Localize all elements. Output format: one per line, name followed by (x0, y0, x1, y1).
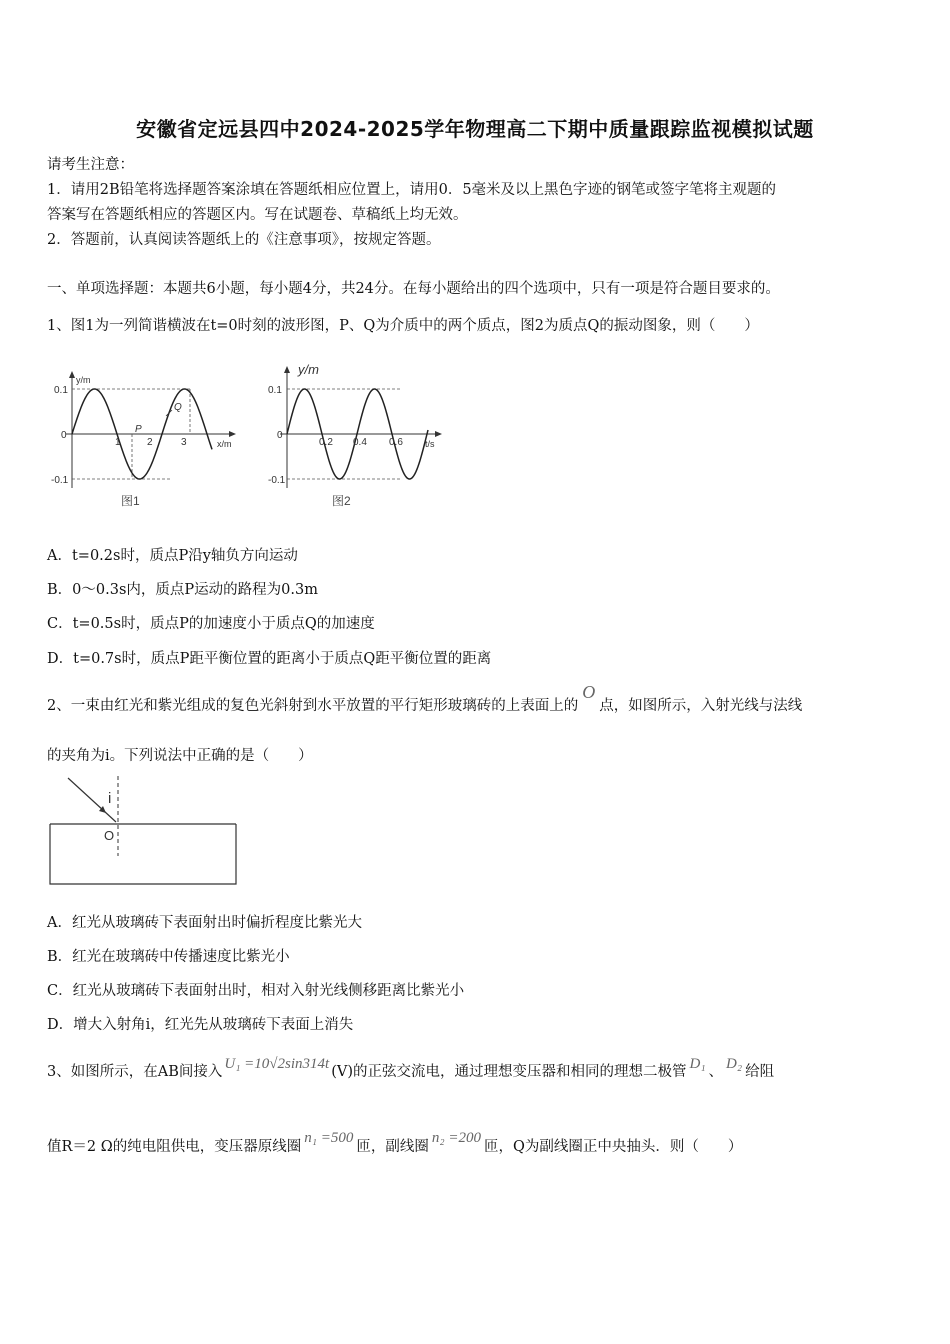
fig1-caption: 图1 (121, 494, 140, 508)
vibration-figure-2 (268, 358, 448, 518)
q3-sep: 、 (708, 1064, 724, 1080)
notice-line-1: 1．请用2B铅笔将选择题答案涂填在答题纸相应位置上，请用0．5毫米及以上黑色字迹的钢笔或签字笔将主观题的 (47, 182, 777, 198)
fig2-origin: 0 (277, 430, 283, 441)
fig2-ybot: -0.1 (268, 475, 286, 486)
q3-part-2: (V)的正弦交流电，通过理想变压器和相同的理想二极管 (331, 1064, 687, 1080)
question-1-stem: 1、图1为一列简谐横波在t=0时刻的波形图，P、Q为介质中的两个质点，图2为质点Q的振动图象，则（ ） (47, 318, 759, 334)
fig2-caption: 图2 (332, 494, 351, 508)
q1-option-a: A．t=0.2s时，质点P沿y轴负方向运动 (47, 548, 298, 564)
glass-brick-figure (46, 772, 246, 890)
fig2-xlabel: t/s (425, 439, 435, 449)
page-title: 安徽省定远县四中2024-2025学年物理高二下期中质量跟踪监视模拟试题 (136, 117, 814, 141)
fig2-t3: 0.6 (389, 437, 403, 448)
fig1-point-p: P (135, 424, 142, 435)
q2-stem-part-b: 点，如图所示，入射光线与法线 (599, 698, 803, 714)
q3-n1: n₁ =500 (304, 1130, 354, 1146)
fig1-x3: 3 (181, 437, 187, 448)
fig1-point-q: Q (174, 402, 182, 413)
q1-option-c: C．t=0.5s时，质点P的加速度小于质点Q的加速度 (47, 616, 375, 632)
q2-option-c: C．红光从玻璃砖下表面射出时，相对入射光线侧移距离比紫光小 (47, 983, 465, 999)
question-3-line-1 (47, 1056, 775, 1081)
notice-line-2: 答案写在答题纸相应的答题区内。写在试题卷、草稿纸上均无效。 (47, 207, 468, 223)
fig2-ytop: 0.1 (268, 385, 282, 396)
angle-label-i: i (108, 790, 112, 807)
fig1-xlabel: x/m (217, 439, 232, 449)
fig2-t1: 0.2 (319, 437, 333, 448)
fig2-t2: 0.4 (353, 437, 367, 448)
q2-option-d: D．增大入射角i，红光先从玻璃砖下表面上消失 (47, 1017, 354, 1033)
q2-option-b: B．红光在玻璃砖中传播速度比紫光小 (47, 949, 290, 965)
q3-d1: D₁ (689, 1056, 706, 1072)
fig1-ylabel: y/m (76, 375, 91, 385)
q1-option-d: D．t=0.7s时，质点P距平衡位置的距离小于质点Q距平衡位置的距离 (47, 651, 492, 667)
q3-part-3: 给阻 (745, 1064, 775, 1080)
question-3-line-2 (47, 1130, 743, 1156)
fig1-x1: 1 (115, 437, 121, 448)
question-2-stem (47, 682, 803, 715)
q2-stem-part-a: 2、一束由红光和紫光组成的复色光斜射到水平放置的平行矩形玻璃砖的上表面上的 (47, 698, 579, 714)
notice-line-3: 2．答题前，认真阅读答题纸上的《注意事项》，按规定答题。 (47, 232, 441, 248)
q3-part-1: 3、如图所示，在AB间接入 (47, 1064, 223, 1080)
q2-stem-part-c: 的夹角为i。下列说法中正确的是（ ） (47, 748, 313, 764)
fig2-ylabel: y/m (298, 362, 319, 377)
q3-part-6: 匝，Q为副线圈正中央抽头．则（ ） (483, 1139, 743, 1155)
q3-formula-u: U₁ =10√2sin314t (224, 1056, 330, 1072)
q3-d2: D₂ (726, 1056, 743, 1072)
wave-figure-1 (50, 368, 240, 518)
q3-part-4: 值R＝2 Ω的纯电阻供电，变压器原线圈 (47, 1139, 302, 1155)
q3-n2: n₂ =200 (431, 1130, 481, 1146)
fig1-ybot: -0.1 (51, 475, 69, 486)
fig1-ytop: 0.1 (54, 385, 68, 396)
section-1-heading: 一、单项选择题：本题共6小题，每小题4分，共24分。在每小题给出的四个选项中，只有一项是符合题目要求的。 (47, 281, 780, 297)
q2-o-symbol: O (582, 682, 596, 702)
fig1-origin: 0 (61, 430, 67, 441)
q3-part-5: 匝，副线圈 (356, 1139, 429, 1155)
q2-option-a: A．红光从玻璃砖下表面射出时偏折程度比紫光大 (47, 915, 362, 931)
notice-heading: 请考生注意： (47, 157, 134, 173)
point-label-o: O (104, 828, 115, 843)
fig1-x2: 2 (147, 437, 153, 448)
q1-option-b: B．0～0.3s内，质点P运动的路程为0.3m (47, 582, 318, 598)
